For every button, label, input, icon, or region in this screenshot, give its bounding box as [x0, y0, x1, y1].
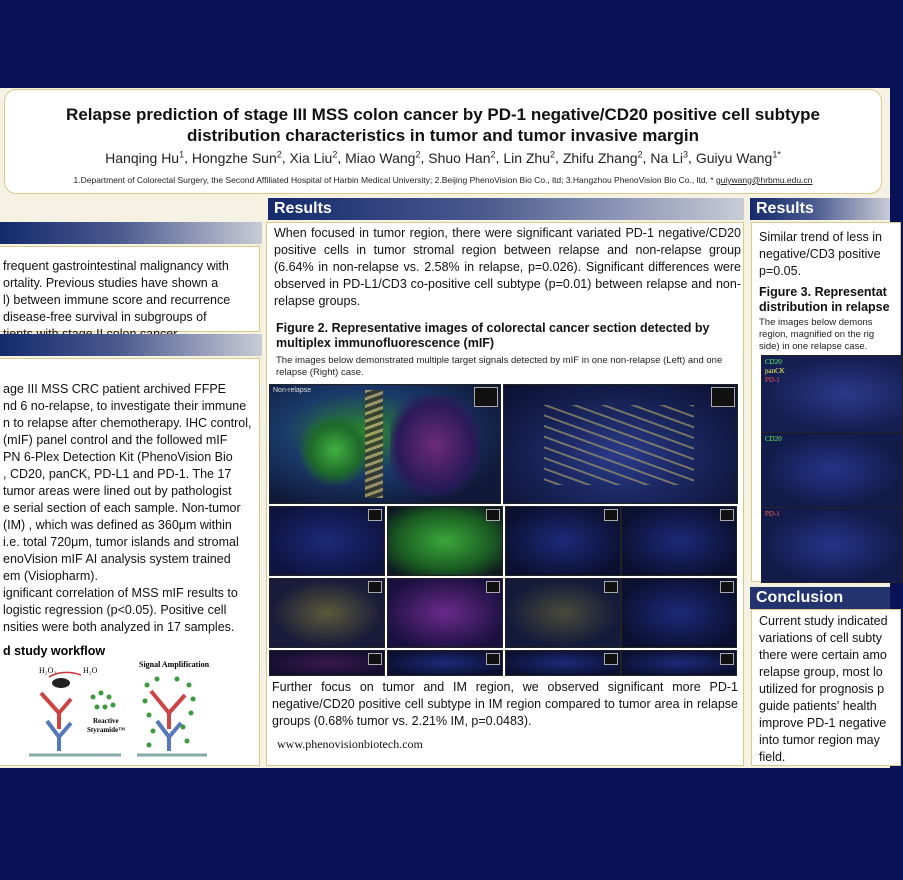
right-results-line: negative/CD3 positive: [759, 247, 881, 261]
intro-header: [0, 222, 262, 244]
signal-amp-label: Signal Amplification: [139, 660, 210, 669]
right-results-text: [759, 229, 899, 280]
author-affiliation-mark: 3: [683, 149, 689, 159]
conclusion-line: utilized for prognosis p: [759, 682, 885, 696]
author-name: Zhifu Zhang$^2$: [562, 149, 643, 166]
image-inset: [368, 653, 382, 665]
author-affiliation-mark: 1: [179, 149, 185, 159]
figure2-title: Figure 2. Representative images of colorectal cancer section detected by multiplex immunofluorescence (mIF): [276, 321, 710, 350]
author-name: Lin Zhu$^2$: [503, 149, 556, 166]
right-results-panel: [751, 222, 901, 582]
methods-line: n to relapse after chemotherapy. IHC control,: [3, 416, 252, 430]
figure3-description-line: The images below demons: [759, 317, 873, 328]
methods-line: ignificant correlation of MSS mIF results to: [3, 586, 238, 600]
author-name: Guiyu Wang$^{1*}$: [695, 149, 781, 166]
intro-line: disease-free survival in subgroups of: [3, 310, 207, 324]
affiliation-text: 1.Department of Colorectal Surgery, the Second Affiliated Hospital of Harbin Medical University; 2.Beijing PhenoVision Bio Co., ltd; 3.Hangzhou PhenoVision Bio Co., ltd, *: [73, 174, 716, 185]
conclusion-header: Conclusion: [750, 587, 890, 609]
fig3-tile-2: [761, 432, 903, 508]
author-affiliation-mark: 2: [332, 149, 338, 159]
marker-tile: [505, 506, 621, 576]
methods-line: age III MSS CRC patient archived FFPE: [3, 382, 227, 396]
image-inset: [486, 509, 500, 521]
methods-header: [0, 334, 262, 356]
author-name: Shuo Han$^2$: [428, 149, 496, 166]
author-affiliation-mark: 2: [490, 149, 496, 159]
relapse-overview-image: [503, 384, 738, 504]
results-para1: When focused in tumor region, there were significant variated PD-1 negative/CD20 positive cells in tumor stromal region between relapse and non-relapse group (6.64% in non-relapse vs. 2.58% in relapse, p=0.026). Significant differences were observed in PD-L1/CD3 co-positive cell subtype (p=0.01) between relapse and non-relapse groups.: [274, 226, 741, 308]
conclusion-line: there were certain amo: [759, 648, 887, 662]
author-affiliation-mark: 2: [415, 149, 421, 159]
methods-line: nd 6 no-relapse, to investigate their immune: [3, 399, 247, 413]
tile-label-pd1: PD-1: [765, 510, 780, 518]
right-results-line: p=0.05.: [759, 264, 802, 278]
methods-line: PN 6-Plex Detection Kit (PhenoVision Bio: [3, 450, 233, 464]
figure3-title-line: distribution in relapse: [759, 300, 890, 314]
conclusion-line: Current study indicated: [759, 614, 888, 628]
nonrelapse-label: Non-relapse: [273, 387, 312, 394]
figure2-description: The images below demonstrated multiple target signals detected by mIF in one non-relapse (Left) and one relapse (Right) case.: [276, 355, 723, 378]
methods-line: , CD20, panCK, PD-L1 and PD-1. The 17: [3, 467, 232, 481]
author-name: Na Li$^3$: [650, 149, 689, 166]
nonrelapse-overview-image: [269, 384, 501, 504]
marker-tile: [387, 578, 503, 648]
image-inset: [720, 581, 734, 593]
results-panel: [266, 222, 744, 766]
conclusion-line: into tumor region may: [759, 733, 880, 747]
email-link[interactable]: guiywang@hrbmu.edu.cn: [715, 174, 813, 185]
conclusion-panel: [751, 609, 901, 766]
methods-line: (IM) , which was defined as 360μm within: [3, 518, 232, 532]
fig3-tile-1: [761, 355, 903, 433]
marker-tile: [505, 650, 621, 676]
author-affiliation-mark: 2: [276, 149, 282, 159]
author-affiliation-mark: 2: [550, 149, 556, 159]
results-header: Results: [268, 198, 744, 220]
conclusion-line: guide patients' health: [759, 699, 877, 713]
methods-line: (mIF) panel control and the followed mIF: [3, 433, 228, 447]
image-inset: [604, 581, 618, 593]
marker-tile: [387, 650, 503, 676]
figure3-description-line: region, magnified on the rig: [759, 329, 875, 340]
image-inset: [486, 581, 500, 593]
workflow-diagram: [1, 655, 251, 765]
conclusion-line: improve PD-1 negative: [759, 716, 887, 730]
conclusion-text: [759, 613, 899, 766]
image-inset: [604, 653, 618, 665]
image-inset: [486, 653, 500, 665]
marker-tile: [505, 578, 621, 648]
methods-line: em (Visiopharm).: [3, 569, 98, 583]
author-list: Hanqing Hu$^1$, Hongzhe Sun$^2$, Xia Liu$^2$, Miao Wang$^2$, Shuo Han$^2$, Lin Zhu$^2$, Zhifu Zhang$^2$, Na Li$^3$, Guiyu Wang$^{1*}$: [105, 149, 781, 166]
conclusion-line: variations of cell subty: [759, 631, 882, 645]
tile-label-cd20: CD20: [765, 358, 782, 366]
marker-tile: [269, 506, 385, 576]
intro-line: ortality. Previous studies have shown a: [3, 276, 219, 290]
intro-line: frequent gastrointestinal malignancy with: [3, 259, 229, 273]
h2o2-label: H₂O₂: [39, 666, 57, 675]
author-name: Hanqing Hu$^1$: [105, 149, 185, 166]
author-affiliation-mark: 2: [637, 149, 643, 159]
methods-line: i.e. total 720μm, tumor islands and stromal: [3, 535, 239, 549]
conclusion-line: field.: [759, 750, 786, 764]
website-link[interactable]: www.phenovisionbiotech.com: [277, 737, 423, 751]
results-para2: Further focus on tumor and IM region, we observed significant more PD-1 negative/CD20 positive cell subtype in IM region compared to tumor area in relapse groups (0.68% tumor vs. 2.21% IM, p=0.0483).: [272, 680, 738, 728]
methods-text: [3, 381, 251, 636]
methods-panel: [0, 358, 260, 766]
marker-tile: [621, 578, 737, 648]
marker-tile: [621, 506, 737, 576]
reactive-label: Reactive: [93, 717, 119, 725]
author-affiliation-mark: 1*: [772, 149, 781, 159]
conclusion-line: relapse group, most lo: [759, 665, 883, 679]
title-box: [4, 89, 882, 194]
figure3-title-line: Figure 3. Representat: [759, 285, 887, 299]
figure3-title: [759, 285, 899, 315]
marker-tile: [269, 578, 385, 648]
hrp-enzyme: [52, 678, 70, 688]
author-name: Xia Liu$^2$: [289, 149, 338, 166]
image-inset: [720, 509, 734, 521]
poster: [0, 88, 890, 768]
secondary-antibody: [41, 693, 71, 729]
methods-line: tumor areas were lined out by pathologist: [3, 484, 232, 498]
workflow-title: d study workflow: [3, 644, 106, 658]
tile-label-panck: panCK: [765, 367, 785, 375]
author-name: Miao Wang$^2$: [345, 149, 421, 166]
author-name: Hongzhe Sun$^2$: [191, 149, 282, 166]
tile-label-cd20: CD20: [765, 435, 782, 443]
right-results-line: Similar trend of less in: [759, 230, 882, 244]
methods-line: e serial section of each sample. Non-tumor: [3, 501, 241, 515]
methods-line: enoVision mIF AI analysis system trained: [3, 552, 231, 566]
marker-tile: [269, 650, 385, 676]
marker-tile: [387, 506, 503, 576]
tile-label-pd1: PD-1: [765, 376, 780, 384]
affiliations: [5, 175, 881, 185]
image-inset: [368, 509, 382, 521]
intro-text: [3, 258, 251, 343]
intro-line: l) between immune score and recurrence: [3, 293, 231, 307]
intro-panel: [0, 246, 260, 332]
image-inset: [474, 387, 498, 407]
methods-line: nsities were both analyzed in 17 samples.: [3, 620, 235, 634]
fig3-tile-3: [761, 507, 903, 583]
poster-title: Relapse prediction of stage III MSS colon cancer by PD-1 negative/CD20 positive cell subtype distribution characteristics in tumor and tumor invasive margin: [66, 105, 820, 145]
figure3-description: [759, 317, 899, 353]
image-inset: [604, 509, 618, 521]
h2o-label: H₂O: [83, 666, 98, 675]
figure3-description-line: side) in one relapse case.: [759, 341, 868, 352]
image-inset: [720, 653, 734, 665]
styramide-label: Styramide™: [87, 726, 126, 734]
right-results-header: Results: [750, 198, 890, 220]
marker-tile: [621, 650, 737, 676]
image-inset: [368, 581, 382, 593]
methods-line: logistic regression (p<0.05). Positive cell: [3, 603, 227, 617]
tyramide-dots: [91, 691, 116, 710]
image-inset: [711, 387, 735, 407]
